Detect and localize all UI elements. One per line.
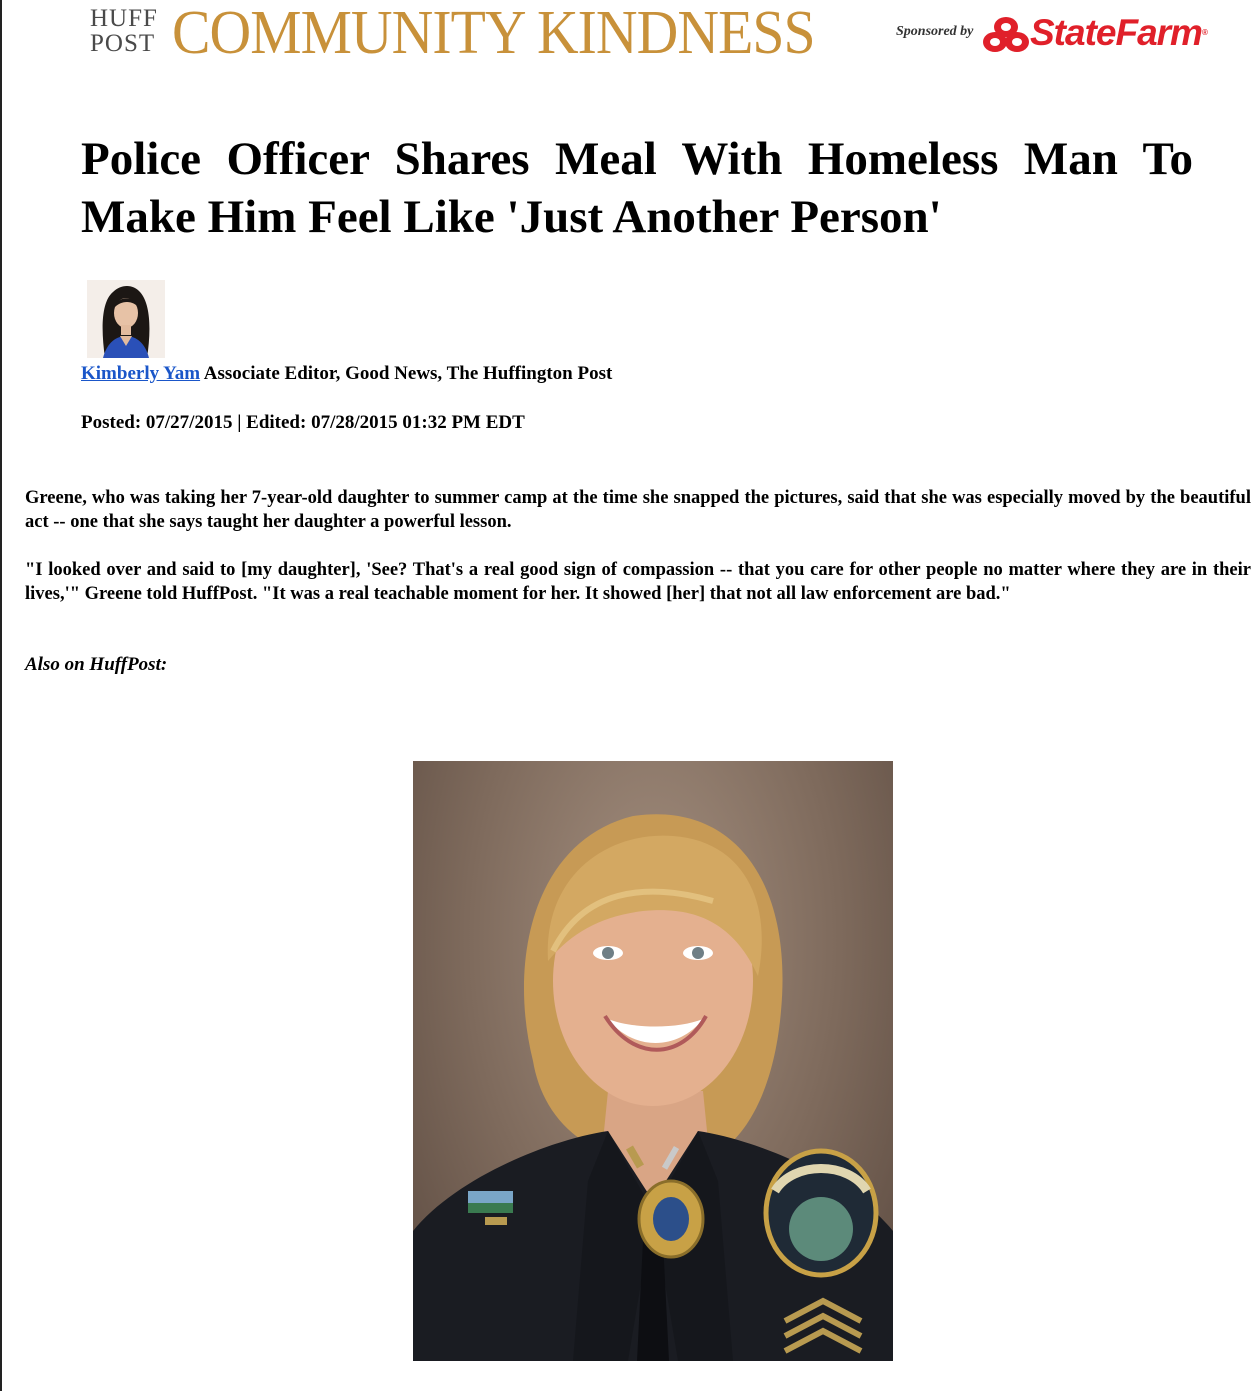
huffpost-logo[interactable] (90, 6, 160, 56)
author-title: Associate Editor, Good News, The Huffington Post (203, 363, 613, 384)
registered-mark: ® (1201, 28, 1207, 37)
huffpost-logo-line2: POST (90, 30, 156, 57)
article-paragraph-1: Greene, who was taking her 7-year-old daughter to summer camp at the time she snapped the pictures, said that she was especially moved by the beautiful act -- one that she says taught her daughter a powerful lesson. (25, 488, 1251, 532)
sponsored-by-label: Sponsored by (896, 24, 974, 39)
sponsor-name[interactable] (1030, 10, 1207, 56)
author-byline (81, 363, 612, 385)
author-name-link[interactable]: Kimberly Yam (81, 363, 201, 384)
also-on-heading: Also on HuffPost: (25, 654, 168, 675)
article-headline: Police Officer Shares Meal With Homeless Man To Make Him Feel Like 'Just Another Person' (81, 133, 1193, 243)
author-portrait-image (87, 280, 165, 358)
page-left-border (0, 0, 2, 1391)
sponsor-name-text: StateFarm (1030, 12, 1202, 53)
officer-portrait-image (413, 761, 893, 1361)
huffpost-logo-line1: HUFF (90, 5, 158, 32)
site-banner (0, 0, 1259, 70)
section-title[interactable]: COMMUNITY KINDNESS (172, 0, 815, 67)
post-timestamp: Posted: 07/27/2015 | Edited: 07/28/2015 01:32 PM EDT (81, 412, 525, 433)
state-farm-three-ovals-icon[interactable] (982, 16, 1030, 54)
article-paragraph-2: "I looked over and said to [my daughter], 'See? That's a real good sign of compassion -- that you care for other people no matter where they are in their lives,'" Greene told HuffPost. "It was a real teachable moment for her. It showed [her] that not all law enforcement are bad." (25, 560, 1251, 604)
author-avatar[interactable] (87, 280, 165, 358)
officer-portrait-photo[interactable] (413, 761, 893, 1361)
